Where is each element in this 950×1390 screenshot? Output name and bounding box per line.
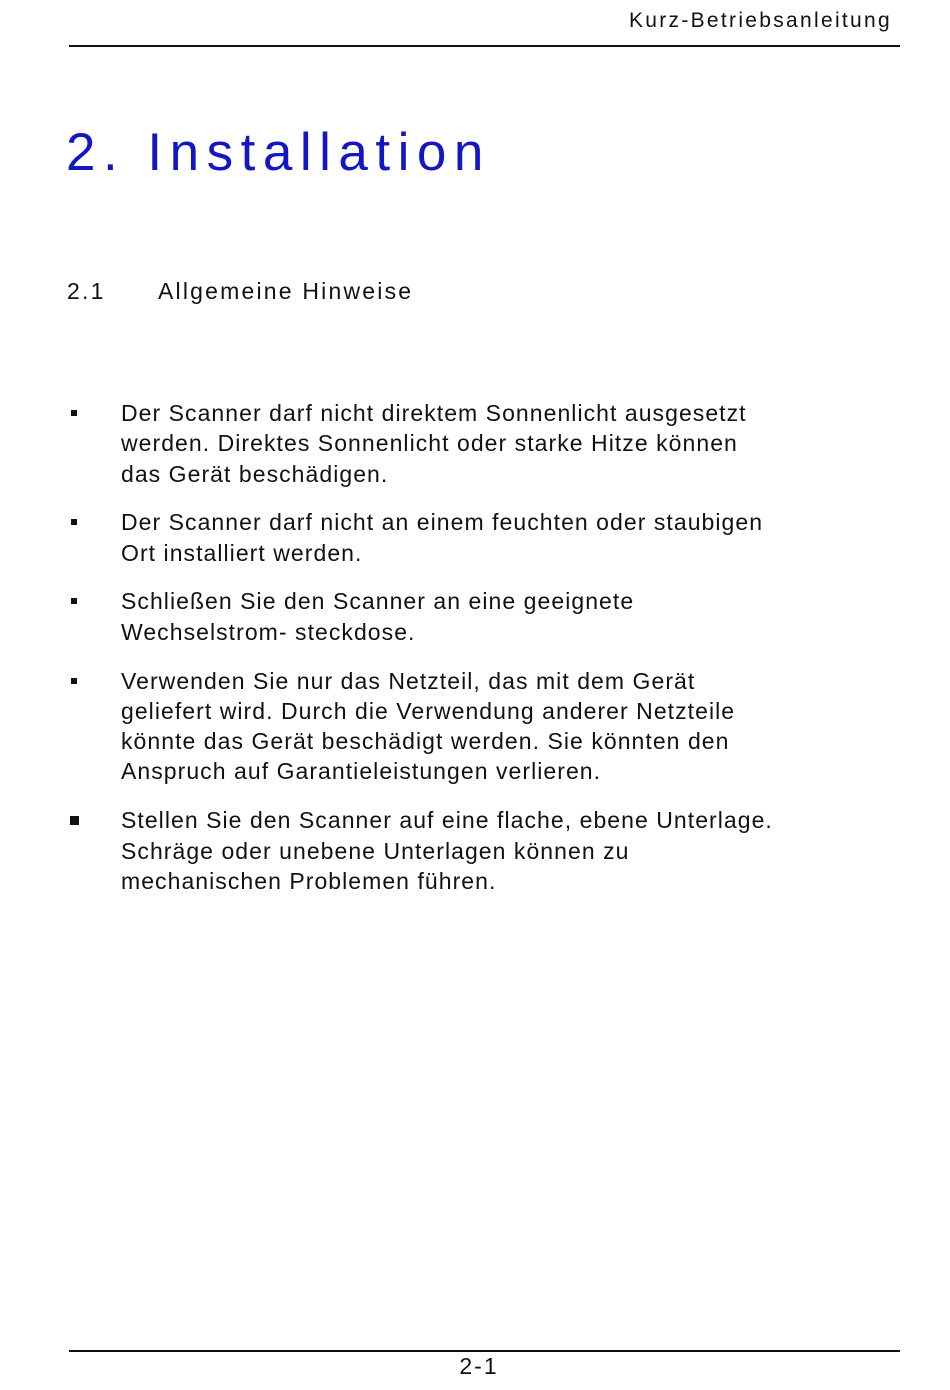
list-item-line: Verwenden Sie nur das Netzteil, das mit dem Gerät: [121, 667, 696, 694]
list-item-line: Wechselstrom- steckdose.: [121, 618, 416, 645]
list-item: [68, 666, 868, 787]
section-heading: [67, 278, 413, 305]
list-item-line: Der Scanner darf nicht an einem feuchten oder staubigen: [121, 509, 764, 536]
header-rule: [69, 45, 900, 47]
list-item: [68, 507, 868, 568]
bullet-marker-icon: [71, 678, 77, 684]
bullet-marker-icon: [70, 816, 79, 825]
list-item-line: Stellen Sie den Scanner auf eine flache, ebene Unterlage.: [121, 807, 773, 834]
footer-rule: [69, 1350, 900, 1352]
list-item-line: Ort installiert werden.: [121, 539, 363, 566]
chapter-title: 2. Installation: [66, 122, 491, 182]
list-item-line: Anspruch auf Garantieleistungen verlieren.: [121, 758, 602, 785]
bullet-marker-icon: [71, 598, 77, 604]
list-item-line: könnte das Gerät beschädigt werden. Sie könnten den: [121, 728, 730, 755]
list-item: [68, 586, 868, 647]
bullet-marker-icon: [71, 519, 77, 525]
list-item-line: geliefert wird. Durch die Verwendung anderer Netzteile: [121, 697, 736, 724]
list-item: [68, 398, 868, 489]
list-item-line: mechanischen Problemen führen.: [121, 867, 497, 894]
list-item-line: Schließen Sie den Scanner an eine geeignete: [121, 588, 635, 615]
list-item-line: Der Scanner darf nicht direktem Sonnenlicht ausgesetzt: [121, 400, 747, 426]
notes-list: [68, 398, 868, 915]
running-header: Kurz-Betriebsanleitung: [628, 9, 892, 32]
section-title: Allgemeine Hinweise: [158, 278, 414, 304]
list-item-line: das Gerät beschädigen.: [121, 460, 389, 487]
section-number: 2.1: [67, 278, 106, 304]
list-item-line: Schräge oder unebene Unterlagen können zu: [121, 837, 630, 864]
bullet-marker-icon: [71, 410, 77, 416]
page-number: 2-1: [459, 1353, 499, 1379]
list-item: [68, 805, 868, 896]
list-item-line: werden. Direktes Sonnenlicht oder starke Hitze können: [121, 430, 738, 457]
